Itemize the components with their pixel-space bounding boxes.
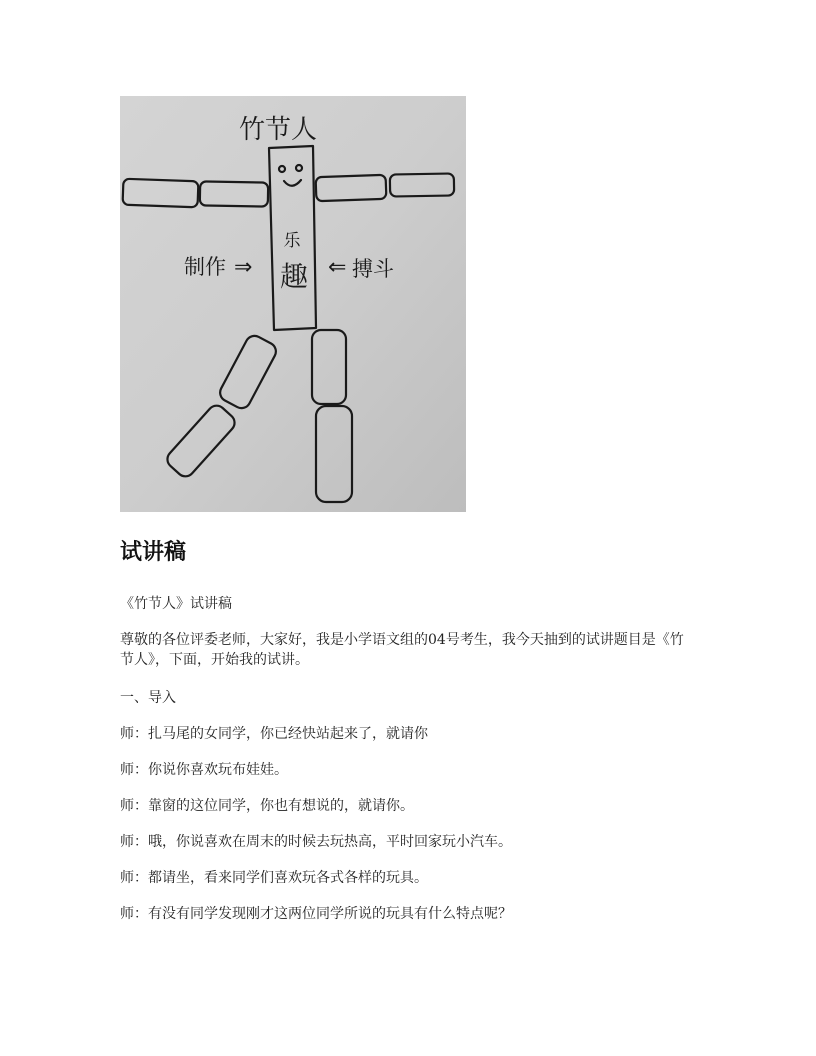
paragraph-dialogue: 师：靠窗的这位同学，你也有想说的，就请你。 [120, 798, 414, 814]
drawing-title: 竹节人 [238, 115, 318, 145]
page-heading: 试讲稿 [120, 540, 187, 565]
lecture-content [120, 594, 696, 940]
paragraph-subtitle: 《竹节人》试讲稿 [120, 596, 232, 612]
right-label: 搏斗 [352, 257, 394, 281]
left-label: 制作 [184, 255, 226, 279]
paragraph-dialogue: 师：你说你喜欢玩布娃娃。 [120, 762, 288, 778]
bamboo-man-drawing [120, 96, 466, 512]
paragraph-dialogue: 师：都请坐，看来同学们喜欢玩各式各样的玩具。 [120, 870, 428, 886]
paragraph-section-1: 一、导入 [120, 690, 176, 706]
face-label: 乐 [283, 231, 301, 251]
paragraph-intro: 尊敬的各位评委老师，大家好，我是小学语文组的04号考生，我今天抽到的试讲题目是《竹节人》，下面，开始我的试讲。 [120, 632, 684, 668]
left-arrow-icon: ⇒ [234, 255, 253, 280]
right-arrow-icon: ⇐ [328, 255, 347, 280]
body-label: 趣 [279, 260, 309, 293]
paragraph-dialogue: 师：有没有同学发现刚才这两位同学所说的玩具有什么特点呢？ [120, 906, 512, 922]
paragraph-dialogue: 师：扎马尾的女同学，你已经快站起来了，就请你 [120, 726, 428, 742]
drawing-canvas [120, 96, 466, 512]
paragraph-dialogue: 师：哦，你说喜欢在周末的时候去玩热高，平时回家玩小汽车。 [120, 834, 512, 850]
